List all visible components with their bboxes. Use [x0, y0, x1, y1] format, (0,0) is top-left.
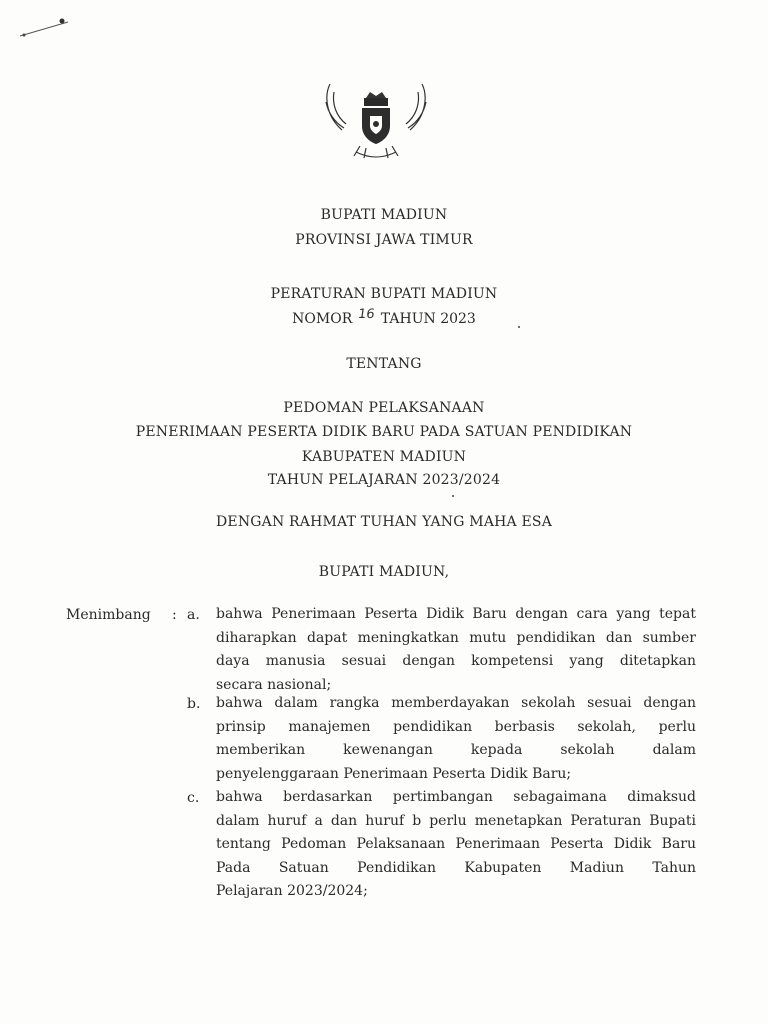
scan-mark: [18, 16, 70, 40]
item-line: tentang Pedoman Pelaksanaan Penerimaan Peserta Didik Baru: [216, 836, 696, 852]
item-letter-b: b.: [187, 696, 201, 712]
regulation-year: TAHUN 2023: [380, 311, 476, 327]
item-line: Pada Satuan Pendidikan Kabupaten Madiun Tahun: [216, 859, 696, 876]
subject-line-4: TAHUN PELAJARAN 2023/2024: [267, 472, 501, 488]
item-line: bahwa dalam rangka memberdayakan sekolah sesuai dengan: [216, 695, 696, 711]
subject-line-1: PEDOMAN PELAKSANAAN: [283, 400, 485, 416]
number-prefix: NOMOR: [292, 311, 353, 327]
issuer: BUPATI MADIUN,: [318, 564, 450, 580]
item-line: secara nasional;: [216, 676, 332, 693]
province-title: PROVINSI JAWA TIMUR: [295, 232, 473, 248]
item-line: dalam huruf a dan huruf b perlu menetapkan Peraturan Bupati: [216, 812, 696, 829]
item-letter-c: c.: [187, 790, 200, 806]
office-title: BUPATI MADIUN: [320, 207, 448, 223]
item-letter-a: a.: [187, 607, 200, 623]
considering-colon: :: [172, 607, 177, 623]
garuda-emblem-icon: [320, 82, 432, 162]
item-text-c: [216, 786, 696, 904]
subject-line-2: PENERIMAAN PESERTA DIDIK BARU PADA SATUAN PENDIDIKAN: [135, 424, 633, 440]
about-label: TENTANG: [346, 356, 422, 372]
considering-label: Menimbang: [66, 607, 151, 623]
scan-dot: [452, 495, 454, 497]
regulation-number-line: [0, 307, 768, 327]
item-text-a: [216, 603, 696, 697]
item-line: Pelajaran 2023/2024;: [216, 883, 368, 899]
invocation: DENGAN RAHMAT TUHAN YANG MAHA ESA: [215, 514, 553, 530]
item-line: penyelenggaraan Penerimaan Peserta Didik Baru;: [216, 765, 572, 782]
subject-line-3: KABUPATEN MADIUN: [301, 449, 467, 465]
scan-dot: [518, 326, 520, 328]
regulation-title: PERATURAN BUPATI MADIUN: [270, 286, 498, 302]
item-line: bahwa berdasarkan pertimbangan sebagaimana dimaksud: [216, 789, 696, 805]
item-line: prinsip manajemen pendidikan berbasis sekolah, perlu: [216, 718, 696, 735]
item-line: diharapkan dapat meningkatkan mutu pendidikan dan sumber: [216, 629, 696, 646]
item-text-b: [216, 692, 696, 786]
item-line: daya manusia sesuai dengan kompetensi yang ditetapkan: [216, 653, 696, 669]
item-line: memberikan kewenangan kepada sekolah dalam: [216, 742, 696, 758]
handwritten-number: 16: [357, 307, 376, 322]
item-line: bahwa Penerimaan Peserta Didik Baru dengan cara yang tepat: [216, 606, 696, 622]
